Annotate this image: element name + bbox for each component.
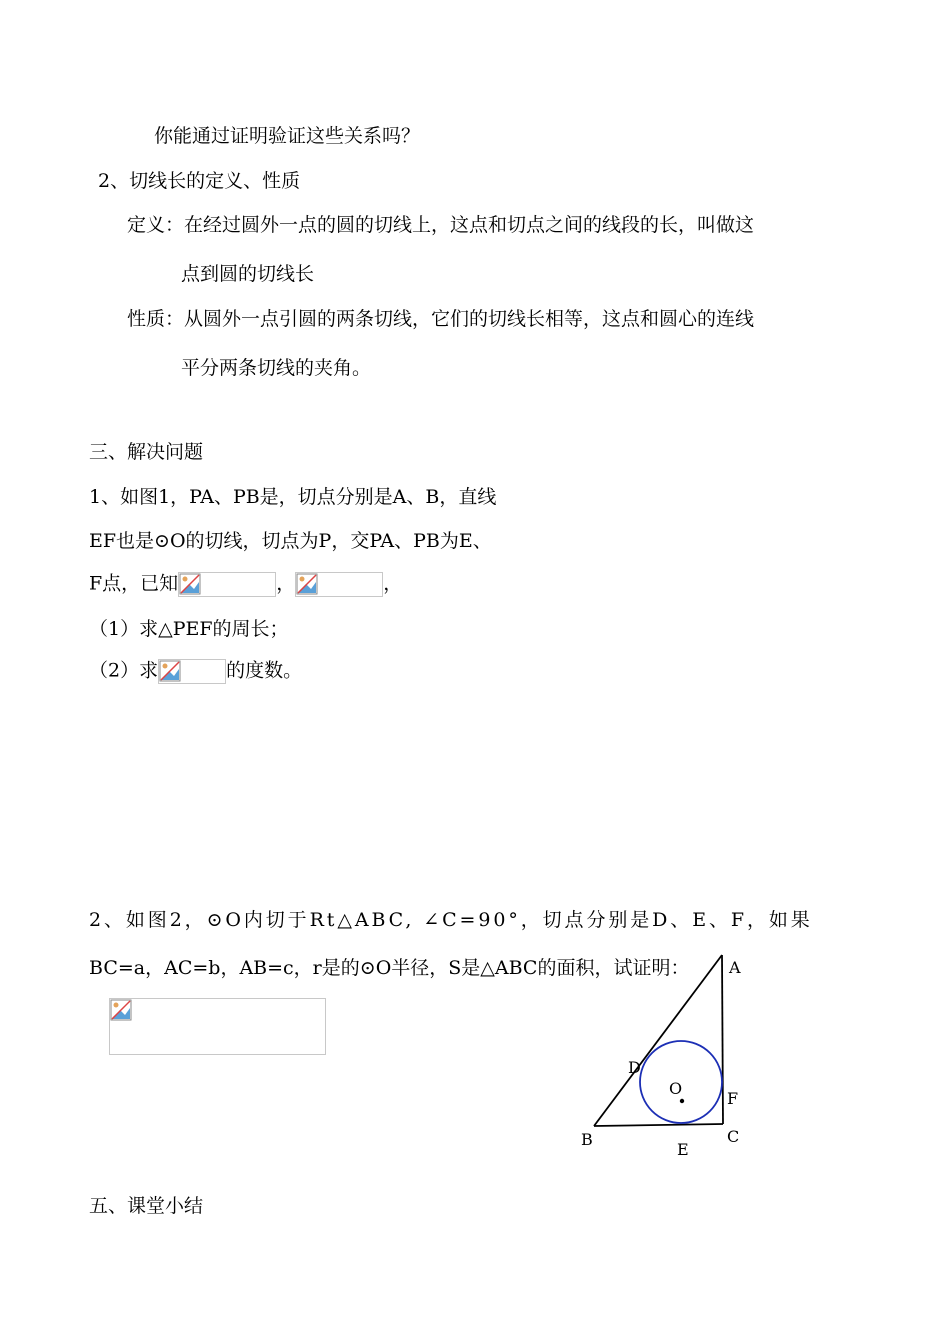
section5-heading: 五、课堂小结 bbox=[89, 1195, 204, 1217]
label-c: C bbox=[727, 1127, 740, 1146]
side-bc bbox=[594, 1124, 723, 1126]
problem1-q1: （1）求△PEF的周长； bbox=[89, 618, 289, 640]
center-point bbox=[680, 1099, 684, 1103]
problem1-line2: EF也是⊙O的切线，切点为P，交PA、PB为E、 bbox=[89, 530, 492, 552]
label-a: A bbox=[729, 958, 741, 977]
comma-2: ， bbox=[383, 572, 403, 595]
side-ac bbox=[722, 955, 723, 1124]
problem1-q2-prefix: （2）求 bbox=[89, 659, 159, 682]
intro-question: 你能通过证明验证这些关系吗？ bbox=[154, 125, 421, 147]
label-e: E bbox=[677, 1140, 689, 1159]
property-line1: 性质：从圆外一点引圆的两条切线，它们的切线长相等，这点和圆心的连线 bbox=[127, 308, 755, 330]
label-d: D bbox=[628, 1058, 641, 1077]
comma-1: ， bbox=[276, 572, 296, 595]
definition-line1: 定义：在经过圆外一点的圆的切线上，这点和切点之间的线段的长，叫做这 bbox=[127, 214, 755, 236]
problem1-q2-suffix: 的度数。 bbox=[226, 659, 303, 682]
definition-line2: 点到圆的切线长 bbox=[181, 263, 315, 285]
section3-heading: 三、解决问题 bbox=[89, 441, 204, 463]
side-ab bbox=[594, 955, 722, 1126]
label-f: F bbox=[727, 1089, 739, 1108]
problem2-line1: 2、如图2，⊙O内切于Rt△ABC, ∠C=90°，切点分别是D、E、F，如果 bbox=[89, 909, 813, 931]
label-b: B bbox=[581, 1130, 593, 1149]
label-o: O bbox=[669, 1079, 683, 1098]
section2-heading: 2、切线长的定义、性质 bbox=[98, 170, 301, 192]
problem2-line2: BC=a，AC=b，AB=c，r是的⊙O半径，S是△ABC的面积，试证明： bbox=[89, 957, 690, 979]
problem1-line1: 1、如图1，PA、PB是，切点分别是A、B，直线 bbox=[89, 486, 497, 508]
property-line2: 平分两条切线的夹角。 bbox=[181, 357, 372, 379]
problem1-line3-prefix: F点，已知 bbox=[89, 572, 179, 595]
